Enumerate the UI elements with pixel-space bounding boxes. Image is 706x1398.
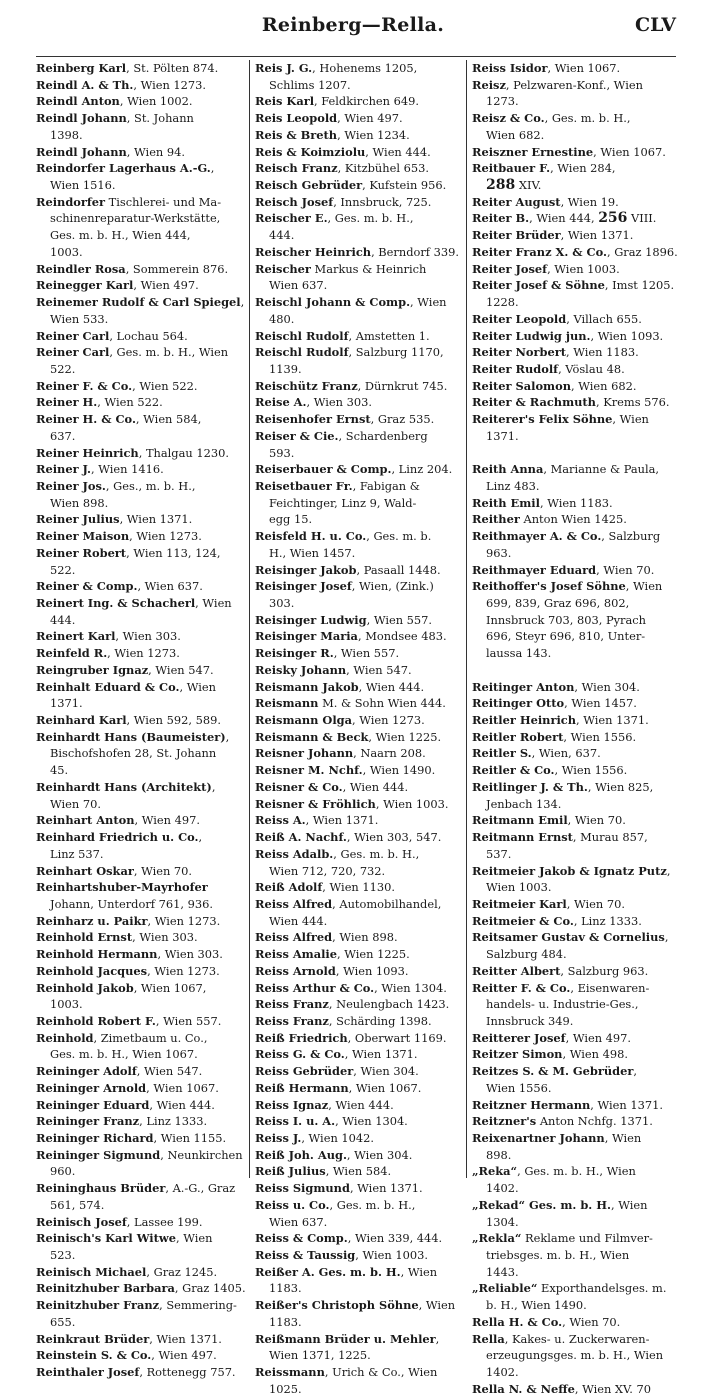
- directory-entry-line: Reinhardt Hans (Architekt),: [36, 779, 216, 794]
- directory-entry-line: Reinhart Anton, Wien 497.: [36, 813, 200, 828]
- directory-entry-line: Reiner Heinrich, Thalgau 1230.: [36, 445, 229, 460]
- directory-entry-line: Reindl Anton, Wien 1002.: [36, 94, 193, 109]
- directory-entry-line: Reither Anton Wien 1425.: [472, 512, 627, 527]
- directory-entry-line: Reiss Alfred, Wien 898.: [255, 930, 398, 945]
- directory-entry-line: Reindl A. & Th., Wien 1273.: [36, 77, 207, 92]
- directory-entry-line: Reinhard Friedrich u. Co.,: [36, 830, 203, 845]
- directory-entry-line: 963.: [486, 545, 512, 560]
- directory-entry-line: 593.: [269, 445, 295, 460]
- directory-entry-line: Reiß Adolf, Wien 1130.: [255, 880, 395, 895]
- page-header: [0, 14, 706, 48]
- directory-entry-line: Reith Anna, Marianne & Paula,: [472, 462, 660, 477]
- directory-entry-line: „Rekad“ Ges. m. b. H., Wien: [472, 1197, 648, 1212]
- directory-entry-line: Reitler Robert, Wien 1556.: [472, 729, 637, 744]
- directory-entry-line: Reiss Adalb., Ges. m. b. H.,: [255, 846, 420, 861]
- directory-entry-line: Reitzer Simon, Wien 498.: [472, 1047, 628, 1062]
- directory-entry-line: Reindler Rosa, Sommerein 876.: [36, 261, 229, 276]
- directory-entry-line: Wien 1556.: [486, 1080, 552, 1095]
- directory-entry-line: Reischer Heinrich, Berndorf 339.: [255, 244, 459, 259]
- directory-entry-line: Reinkraut Brüder, Wien 1371.: [36, 1331, 222, 1346]
- directory-entry-line: Reischer E., Ges. m. b. H.,: [255, 211, 414, 226]
- directory-entry-line: Schlims 1207.: [269, 77, 351, 92]
- directory-entry-line: 288 XIV.: [486, 177, 542, 194]
- directory-entry-line: Reisenhofer Ernst, Graz 535.: [255, 412, 435, 427]
- directory-entry-line: Reinhart Oskar, Wien 70.: [36, 863, 193, 878]
- directory-entry-line: Reismann & Beck, Wien 1225.: [255, 729, 442, 744]
- directory-entry-line: 696, Steyr 696, 810, Unter-: [486, 629, 646, 644]
- page-title: Reinberg—Rella.: [261, 14, 445, 36]
- directory-entry-line: Reiss I. u. A., Wien 1304.: [255, 1114, 408, 1129]
- directory-entry-line: 522.: [50, 361, 76, 376]
- directory-entry-line: Ges. m. b. H., Wien 1067.: [50, 1047, 198, 1062]
- directory-entry-line: Reiner Julius, Wien 1371.: [36, 512, 193, 527]
- directory-entry-line: Reiserbauer & Comp., Linz 204.: [255, 462, 453, 477]
- directory-entry-line: Reitter Albert, Salzburg 963.: [472, 963, 649, 978]
- directory-entry-line: Reiszner Ernestine, Wien 1067.: [472, 144, 666, 159]
- directory-entry-line: Bischofshofen 28, St. Johann: [50, 746, 217, 761]
- directory-entry-line: 898.: [486, 1147, 512, 1162]
- directory-entry-line: Reitmann Ernst, Murau 857,: [472, 830, 648, 845]
- directory-entry-line: Reindl Johann, Wien 94.: [36, 144, 186, 159]
- directory-entry-line: Reiser & Cie., Schardenberg: [255, 428, 428, 443]
- directory-entry-line: Wien 1516.: [50, 178, 116, 193]
- directory-entry-line: Reiter Brüder, Wien 1371.: [472, 228, 634, 243]
- directory-entry-line: „Rekla“ Reklame und Filmver-: [472, 1231, 653, 1246]
- directory-entry-line: Reiß A. Nachf., Wien 303, 547.: [255, 830, 442, 845]
- directory-entry-line: Reisfeld H. u. Co., Ges. m. b.: [255, 529, 432, 544]
- directory-entry-line: Reis & Koimziolu, Wien 444.: [255, 144, 431, 159]
- column-divider: [249, 60, 250, 1178]
- directory-entry-line: Reischütz Franz, Dürnkrut 745.: [255, 378, 448, 393]
- directory-entry-line: 480.: [269, 311, 295, 326]
- directory-entry-line: 1304.: [486, 1214, 519, 1229]
- directory-entry-line: Reiner F. & Co., Wien 522.: [36, 378, 198, 393]
- directory-entry-line: Reiter Leopold, Villach 655.: [472, 311, 642, 326]
- directory-entry-line: 1402.: [486, 1181, 519, 1196]
- directory-column-2: [255, 60, 461, 1398]
- directory-entry-line: Reitbauer F., Wien 284,: [472, 161, 616, 176]
- directory-entry-line: 444.: [50, 612, 76, 627]
- directory-entry-line: Reithoffer's Josef Söhne, Wien: [472, 579, 663, 594]
- directory-entry-line: Reinberg Karl, St. Pölten 874.: [36, 61, 219, 75]
- directory-entry-line: Innsbruck 703, 803, Pyrach: [486, 612, 647, 627]
- directory-entry-line: 699, 839, Graz 696, 802,: [486, 596, 630, 610]
- directory-entry-line: Reismann Olga, Wien 1273.: [255, 713, 425, 728]
- directory-entry-line: 1183.: [269, 1314, 302, 1329]
- directory-entry-line: Reinhold, Zimetbaum u. Co.,: [36, 1030, 208, 1045]
- directory-entry-line: Reiss A., Wien 1371.: [255, 813, 379, 828]
- directory-entry-line: 1402.: [486, 1365, 519, 1380]
- directory-entry-line: 1228.: [486, 295, 519, 310]
- directory-entry-line: „Reka“, Ges. m. b. H., Wien: [472, 1164, 636, 1179]
- directory-entry-line: Reisinger Maria, Mondsee 483.: [255, 629, 447, 644]
- directory-entry-line: Reitzes S. & M. Gebrüder,: [472, 1064, 637, 1079]
- directory-entry-line: Reindl Johann, St. Johann: [36, 111, 194, 126]
- directory-entry-line: Reith Emil, Wien 1183.: [472, 495, 613, 510]
- directory-column-3: [472, 60, 678, 1398]
- directory-entry-line: Reiner Carl, Lochau 564.: [36, 328, 188, 343]
- directory-entry-line: Reiss Sigmund, Wien 1371.: [255, 1181, 423, 1196]
- directory-entry-line: Reitler S., Wien, 637.: [472, 746, 601, 761]
- directory-entry-line: Wien 682.: [486, 127, 545, 142]
- directory-entry-line: laussa 143.: [486, 646, 552, 661]
- directory-entry-line: Reisch Josef, Innsbruck, 725.: [255, 194, 432, 209]
- directory-entry-line: 1443.: [486, 1264, 519, 1279]
- directory-entry-line: Reinhartshuber-Mayrhofer: [36, 880, 208, 895]
- directory-entry-line: Reitsamer Gustav & Cornelius,: [472, 930, 669, 945]
- directory-entry-line: Reisetbauer Fr., Fabigan &: [255, 478, 420, 493]
- directory-entry-line: Reisner M. Nchf., Wien 1490.: [255, 763, 436, 778]
- directory-entry-line: Reinhard Karl, Wien 592, 589.: [36, 713, 221, 728]
- directory-entry-line: [472, 445, 678, 462]
- directory-entry-line: Reiss Amalie, Wien 1225.: [255, 947, 410, 962]
- directory-entry-line: Reisz & Co., Ges. m. b. H.,: [472, 111, 631, 126]
- directory-entry-line: Reitmeier Karl, Wien 70.: [472, 896, 625, 911]
- directory-entry-line: Reinisch's Karl Witwe, Wien: [36, 1231, 213, 1246]
- directory-entry-line: Reis Leopold, Wien 497.: [255, 111, 403, 126]
- directory-entry-line: Reismann Jakob, Wien 444.: [255, 679, 425, 694]
- directory-entry-line: Reitter F. & Co., Eisenwaren-: [472, 980, 650, 995]
- directory-entry-line: Reitmeier Jakob & Ignatz Putz,: [472, 863, 671, 878]
- directory-entry-line: Reisner & Co., Wien 444.: [255, 779, 409, 794]
- header-rule: [36, 56, 676, 57]
- directory-entry-line: handels- u. Industrie-Ges.,: [486, 997, 639, 1012]
- directory-entry-line: Reininger Richard, Wien 1155.: [36, 1131, 227, 1145]
- directory-entry-line: Rella, Kakes- u. Zuckerwaren-: [472, 1331, 650, 1346]
- directory-entry-line: Wien 1371, 1225.: [269, 1348, 371, 1363]
- directory-entry-line: Reiter Norbert, Wien 1183.: [472, 345, 639, 360]
- directory-entry-line: Reininger Arnold, Wien 1067.: [36, 1080, 219, 1095]
- directory-entry-line: 1273.: [486, 94, 519, 109]
- directory-entry-line: Reisinger Ludwig, Wien 557.: [255, 612, 433, 627]
- directory-entry-line: Reiß Friedrich, Oberwart 1169.: [255, 1030, 447, 1045]
- directory-entry-line: Reis Karl, Feldkirchen 649.: [255, 94, 419, 109]
- directory-entry-line: Reiss Ignaz, Wien 444.: [255, 1097, 394, 1112]
- directory-entry-line: Reiss Gebrüder, Wien 304.: [255, 1064, 419, 1079]
- page-number: CLV: [635, 14, 676, 36]
- directory-entry-line: Reiss u. Co., Ges. m. b. H.,: [255, 1197, 416, 1212]
- directory-entry-line: Reininger Sigmund, Neunkirchen: [36, 1147, 243, 1162]
- directory-entry-line: Rella H. & Co., Wien 70.: [472, 1314, 621, 1329]
- directory-entry-line: Reis J. G., Hohenems 1205,: [255, 61, 418, 75]
- directory-entry-line: Reisner Johann, Naarn 208.: [255, 746, 426, 761]
- directory-entry-line: Wien 1003.: [486, 880, 552, 895]
- directory-entry-line: Reischl Johann & Comp., Wien: [255, 295, 447, 310]
- directory-entry-line: 1139.: [269, 361, 302, 376]
- directory-entry-line: 1371.: [50, 696, 83, 711]
- directory-entry-line: Rella N. & Neffe, Wien XV. 70: [472, 1381, 652, 1396]
- directory-entry-line: 1003.: [50, 244, 83, 259]
- directory-entry-line: Innsbruck 349.: [486, 1013, 574, 1028]
- directory-entry-line: Johann, Unterdorf 761, 936.: [50, 896, 213, 911]
- directory-entry-line: Reiter August, Wien 19.: [472, 194, 619, 209]
- directory-entry-line: Reisner & Fröhlich, Wien 1003.: [255, 796, 449, 811]
- directory-entry-line: Reindorfer Lagerhaus A.-G.,: [36, 161, 215, 176]
- directory-entry-line: Jenbach 134.: [486, 796, 562, 811]
- directory-entry-line: Reiterer's Felix Söhne, Wien: [472, 412, 649, 427]
- directory-entry-line: Reissmann, Urich & Co., Wien: [255, 1365, 438, 1380]
- directory-entry-line: 1025.: [269, 1381, 302, 1396]
- directory-entry-line: Reitlinger J. & Th., Wien 825,: [472, 779, 654, 794]
- directory-entry-line: Reinert Karl, Wien 303.: [36, 629, 181, 644]
- directory-entry-line: 655.: [50, 1314, 76, 1329]
- directory-entry-line: Reiss & Taussig, Wien 1003.: [255, 1248, 428, 1263]
- directory-entry-line: Reinhold Jacques, Wien 1273.: [36, 963, 220, 978]
- directory-entry-line: Reinhold Hermann, Wien 303.: [36, 947, 223, 962]
- directory-entry-line: Reisch Franz, Kitzbühel 653.: [255, 161, 429, 176]
- directory-entry-line: Reiss Alfred, Automobilhandel,: [255, 896, 442, 911]
- directory-entry-line: Linz 537.: [50, 846, 104, 861]
- directory-entry-line: Reitler & Co., Wien 1556.: [472, 763, 628, 778]
- directory-entry-line: Reisz, Pelzwaren-Konf., Wien: [472, 77, 643, 92]
- directory-entry-line: Reiner H., Wien 522.: [36, 395, 163, 410]
- directory-entry-line: Wien 533.: [50, 311, 109, 326]
- directory-entry-line: Wien 70.: [50, 796, 101, 811]
- directory-entry-line: 523.: [50, 1248, 76, 1263]
- directory-entry-line: Reiner Jos., Ges., m. b. H.,: [36, 478, 196, 493]
- directory-entry-line: Wien 898.: [50, 495, 109, 510]
- directory-entry-line: Reitzner Hermann, Wien 1371.: [472, 1097, 663, 1112]
- directory-entry-line: Reinhold Jakob, Wien 1067,: [36, 980, 207, 995]
- directory-entry-line: Reinfeld R., Wien 1273.: [36, 646, 180, 661]
- directory-entry-line: Reitmeier & Co., Linz 1333.: [472, 913, 642, 928]
- directory-entry-line: Ges. m. b. H., Wien 444,: [50, 228, 191, 243]
- directory-entry-line: Reiner Robert, Wien 113, 124,: [36, 545, 221, 560]
- directory-entry-line: Reindorfer Tischlerei- und Ma-: [36, 194, 222, 209]
- directory-entry-line: Reiss Isidor, Wien 1067.: [472, 61, 621, 75]
- directory-entry-line: Reißmann Brüder u. Mehler,: [255, 1331, 440, 1346]
- directory-entry-line: 637.: [50, 428, 76, 443]
- directory-entry-line: Reinhalt Eduard & Co., Wien: [36, 679, 216, 694]
- directory-entry-line: 537.: [486, 846, 512, 861]
- directory-entry-line: Salzburg 484.: [486, 947, 567, 962]
- directory-entry-line: Reinstein S. & Co., Wien 497.: [36, 1348, 217, 1363]
- directory-entry-line: Reiter & Rachmuth, Krems 576.: [472, 395, 670, 410]
- column-divider: [466, 60, 467, 1178]
- directory-entry-line: Reiss Arnold, Wien 1093.: [255, 963, 409, 978]
- directory-entry-line: Reinisch Michael, Graz 1245.: [36, 1264, 218, 1279]
- directory-entry-line: Reißer's Christoph Söhne, Wien: [255, 1298, 456, 1313]
- directory-entry-line: Reitinger Anton, Wien 304.: [472, 679, 640, 694]
- directory-entry-line: Reinemer Rudolf & Carl Spiegel,: [36, 295, 245, 310]
- directory-entry-line: Reiter Salomon, Wien 682.: [472, 378, 637, 393]
- directory-entry-line: Reisky Johann, Wien 547.: [255, 662, 412, 677]
- directory-entry-line: Reiss G. & Co., Wien 1371.: [255, 1047, 418, 1062]
- directory-entry-line: 1398.: [50, 127, 83, 142]
- directory-entry-line: Reinitzhuber Franz, Semmering-: [36, 1298, 237, 1313]
- directory-entry-line: Reiss & Comp., Wien 339, 444.: [255, 1231, 443, 1246]
- directory-entry-line: erzeugungsges. m. b. H., Wien: [486, 1348, 664, 1363]
- directory-entry-line: Reiter Rudolf, Vöslau 48.: [472, 361, 625, 376]
- directory-entry-line: Reixenartner Johann, Wien: [472, 1131, 642, 1145]
- directory-entry-line: Reisch Gebrüder, Kufstein 956.: [255, 178, 447, 193]
- directory-entry-line: 303.: [269, 596, 295, 610]
- directory-entry-line: Reithmayer A. & Co., Salzburg: [472, 529, 661, 544]
- directory-entry-line: 45.: [50, 763, 69, 778]
- directory-entry-line: Reitterer Josef, Wien 497.: [472, 1030, 632, 1045]
- directory-entry-line: 1003.: [50, 997, 83, 1012]
- directory-entry-line: egg 15.: [269, 512, 313, 527]
- directory-entry-line: Wien 444.: [269, 913, 328, 928]
- directory-entry-line: Reiß Julius, Wien 584.: [255, 1164, 392, 1179]
- directory-entry-line: Wien 637.: [269, 1214, 328, 1229]
- directory-entry-line: Reiner J., Wien 1416.: [36, 462, 164, 477]
- directory-entry-line: Reiner & Comp., Wien 637.: [36, 579, 203, 594]
- directory-entry-line: Reitmann Emil, Wien 70.: [472, 813, 626, 828]
- directory-entry-line: Reisinger Jakob, Pasaall 1448.: [255, 562, 441, 577]
- directory-entry-line: Reiner H. & Co., Wien 584,: [36, 412, 202, 427]
- directory-entry-line: Reiner Carl, Ges. m. b. H., Wien: [36, 345, 229, 360]
- directory-entry-line: Reinert Ing. & Schacherl, Wien: [36, 596, 232, 610]
- directory-entry-line: Wien 712, 720, 732.: [269, 863, 386, 878]
- directory-entry-line: Reininghaus Brüder, A.-G., Graz: [36, 1181, 236, 1196]
- directory-entry-line: b. H., Wien 1490.: [486, 1298, 587, 1313]
- directory-entry-line: Reißer A. Ges. m. b. H., Wien: [255, 1264, 438, 1279]
- directory-entry-line: Reininger Adolf, Wien 547.: [36, 1064, 203, 1079]
- directory-entry-line: Reiter B., Wien 444, 256 VIII.: [472, 210, 657, 227]
- directory-entry-line: Reiß Joh. Aug., Wien 304.: [255, 1147, 413, 1162]
- directory-entry-line: „Reliable“ Exporthandelsges. m.: [472, 1281, 667, 1296]
- directory-entry-line: 1183.: [269, 1281, 302, 1296]
- directory-entry-line: Reinitzhuber Barbara, Graz 1405.: [36, 1281, 246, 1296]
- directory-entry-line: H., Wien 1457.: [269, 545, 356, 560]
- directory-entry-line: Reininger Eduard, Wien 444.: [36, 1097, 215, 1112]
- directory-entry-line: Reiter Franz X. & Co., Graz 1896.: [472, 244, 678, 259]
- directory-column-1: [36, 60, 246, 1381]
- directory-entry-line: Reinisch Josef, Lassee 199.: [36, 1214, 203, 1229]
- directory-entry-line: Feichtinger, Linz 9, Wald-: [269, 495, 417, 510]
- directory-entry-line: Reischer Markus & Heinrich: [255, 261, 427, 276]
- directory-entry-line: Linz 483.: [486, 478, 540, 493]
- directory-entry-line: Reinhold Ernst, Wien 303.: [36, 930, 198, 945]
- directory-entry-line: 960.: [50, 1164, 76, 1179]
- directory-entry-line: Reisinger R., Wien 557.: [255, 646, 400, 661]
- directory-entry-line: Reise A., Wien 303.: [255, 395, 372, 410]
- directory-entry-line: Reinharz u. Paikr, Wien 1273.: [36, 913, 221, 928]
- directory-entry-line: Reinthaler Josef, Rottenegg 757.: [36, 1365, 236, 1380]
- directory-entry-line: Reiss Franz, Neulengbach 1423.: [255, 997, 450, 1012]
- directory-entry-line: [472, 662, 678, 679]
- directory-entry-line: Reitinger Otto, Wien 1457.: [472, 696, 637, 711]
- directory-entry-line: Reithmayer Eduard, Wien 70.: [472, 562, 655, 577]
- directory-entry-line: Reiter Josef & Söhne, Imst 1205.: [472, 278, 675, 293]
- directory-entry-line: Reingruber Ignaz, Wien 547.: [36, 662, 214, 677]
- directory-entry-line: Reiss Franz, Schärding 1398.: [255, 1013, 432, 1028]
- directory-entry-line: schinenreparatur-Werkstätte,: [50, 211, 221, 226]
- directory-entry-line: Reiss J., Wien 1042.: [255, 1131, 375, 1145]
- directory-entry-line: Reitler Heinrich, Wien 1371.: [472, 713, 649, 728]
- directory-entry-line: Reischl Rudolf, Salzburg 1170,: [255, 345, 444, 360]
- directory-entry-line: Reinhardt Hans (Baumeister),: [36, 729, 230, 744]
- directory-entry-line: 1371.: [486, 428, 519, 443]
- directory-entry-line: Reiter Josef, Wien 1003.: [472, 261, 620, 276]
- directory-entry-line: Reismann M. & Sohn Wien 444.: [255, 696, 446, 711]
- directory-entry-line: 561, 574.: [50, 1197, 105, 1212]
- directory-entry-line: Reinegger Karl, Wien 497.: [36, 278, 199, 293]
- directory-entry-line: Reiter Ludwig jun., Wien 1093.: [472, 328, 664, 343]
- directory-entry-line: Reiß Hermann, Wien 1067.: [255, 1080, 422, 1095]
- directory-entry-line: Reininger Franz, Linz 1333.: [36, 1114, 208, 1129]
- directory-entry-line: Reiner Maison, Wien 1273.: [36, 529, 202, 544]
- directory-entry-line: 522.: [50, 562, 76, 577]
- directory-entry-line: Reisinger Josef, Wien, (Zink.): [255, 579, 434, 594]
- directory-entry-line: Wien 637.: [269, 278, 328, 293]
- directory-entry-line: Reischl Rudolf, Amstetten 1.: [255, 328, 430, 343]
- directory-entry-line: Reis & Breth, Wien 1234.: [255, 127, 410, 142]
- directory-entry-line: triebsges. m. b. H., Wien: [486, 1248, 630, 1263]
- directory-entry-line: Reitzner's Anton Nchfg. 1371.: [472, 1114, 653, 1129]
- directory-entry-line: Reiss Arthur & Co., Wien 1304.: [255, 980, 447, 995]
- directory-entry-line: Reinhold Robert F., Wien 557.: [36, 1013, 222, 1028]
- directory-entry-line: 444.: [269, 228, 295, 243]
